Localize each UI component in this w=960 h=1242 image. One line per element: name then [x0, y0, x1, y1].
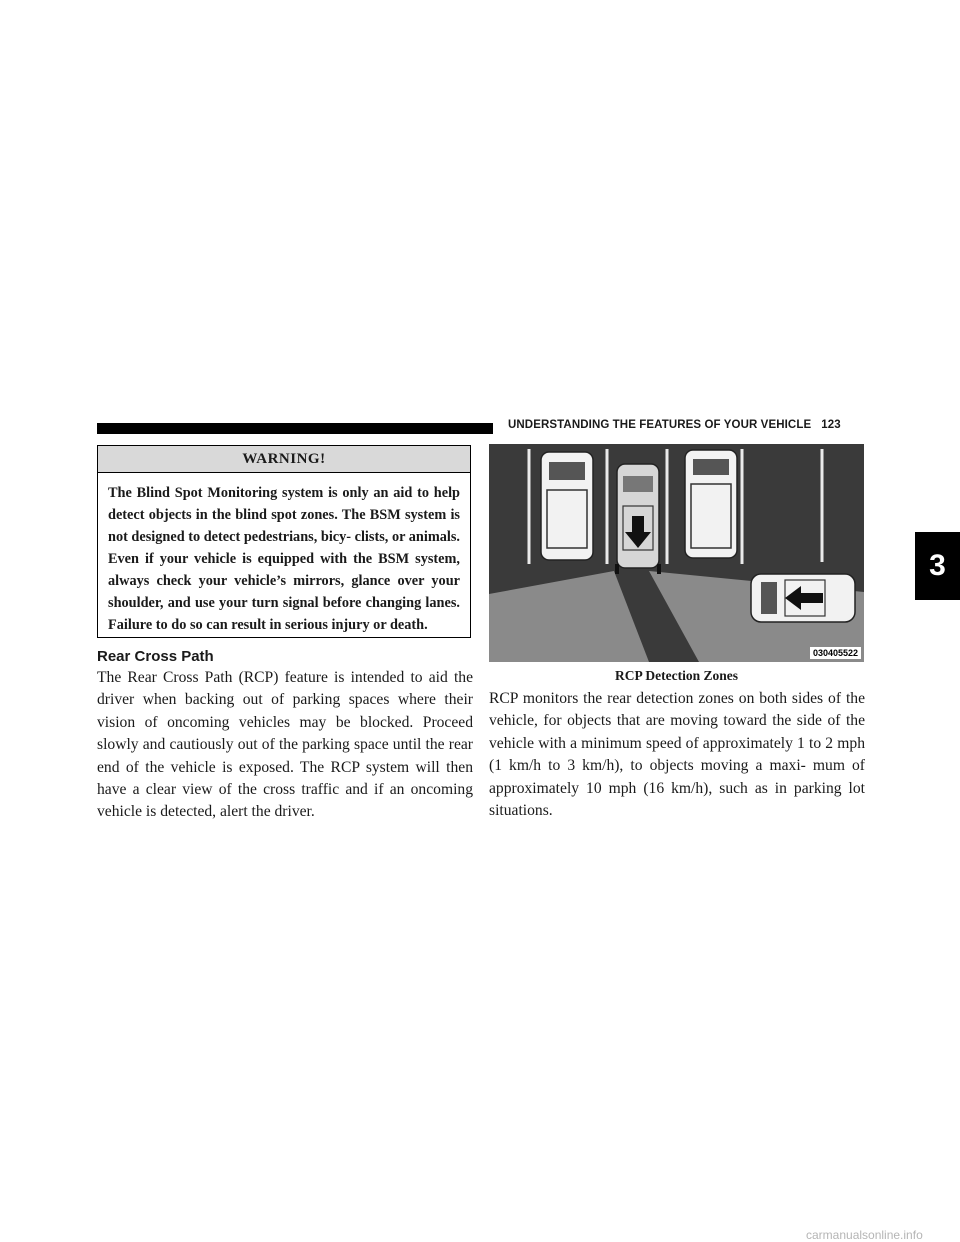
header-title: UNDERSTANDING THE FEATURES OF YOUR VEHICLE [508, 419, 812, 431]
running-header [508, 419, 864, 431]
page-number: 123 [821, 419, 841, 431]
rcp-detection-zones-figure [489, 444, 864, 662]
figure-caption: RCP Detection Zones [615, 668, 738, 683]
parked-car-right-icon [685, 450, 737, 558]
warning-text: The Blind Spot Monitoring system is only an aid to help detect objects in the blind spot zones. The BSM system is not designed to detect pedestrians, bicy- clists, or animals. Even if your vehicle is equipped with the BSM system, always check your vehicle’s mirrors, glance over your shoulder, and use your turn signal before changing lanes. Failure to do so can result in serious injury or death. [108, 485, 460, 633]
figure-code: 030405522 [810, 647, 861, 659]
warning-heading: WARNING! [98, 446, 470, 473]
header-rule [97, 423, 493, 434]
section-paragraph: The Rear Cross Path (RCP) feature is intended to aid the driver when backing out of parking spaces where their vision of oncoming vehicles may be blocked. Proceed slowly and cautiously out of the parking space until the rear end of the vehicle is exposed. The RCP system will then have a clear view of the cross traffic and if an oncoming vehicle is detected, alert the driver. [97, 669, 473, 821]
backing-vehicle-icon [615, 464, 661, 574]
parked-car-left-icon [541, 452, 593, 560]
rcp-paragraph: RCP monitors the rear detection zones on both sides of the vehicle, for objects that are moving toward the side of the vehicle with a minimum speed of approximately 1 to 2 mph (1 km/h to 3 km/h), to objects moving a maxi- mum of approximately 10 mph (16 km/h), such as in parking lot situations. [489, 690, 865, 820]
watermark: carmanualsonline.info [806, 1228, 923, 1242]
oncoming-vehicle-icon [751, 574, 855, 622]
section-heading: Rear Cross Path [97, 648, 214, 665]
chapter-tab: 3 [915, 532, 960, 600]
parking-lot-illustration [489, 444, 864, 662]
warning-box [97, 445, 471, 638]
